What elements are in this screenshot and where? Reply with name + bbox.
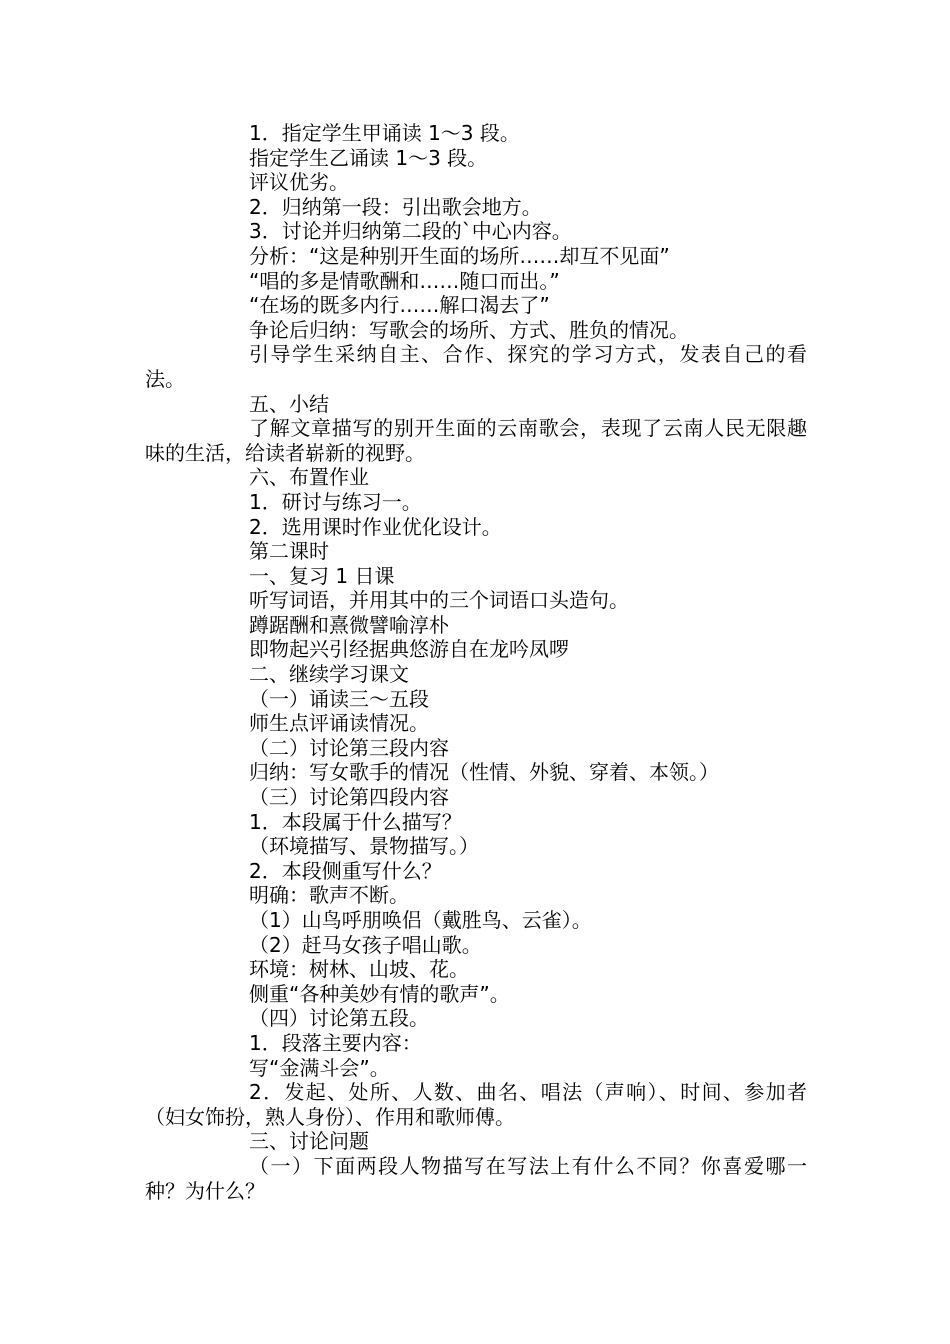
paragraph: 2．本段侧重写什么？ bbox=[249, 858, 442, 883]
section-heading: 五、小结 bbox=[249, 391, 329, 416]
paragraph: （1）山鸟呼朋唤侣（戴胜鸟、云雀）。 bbox=[249, 908, 592, 932]
paragraph: 1．研讨与练习一。 bbox=[249, 489, 422, 514]
paragraph: （一）下面两段人物描写在写法上有什么不同？你喜爱哪一种？为什么？ bbox=[145, 1153, 807, 1203]
paragraph: “唱的多是情歌酬和……随口而出。” bbox=[249, 268, 560, 293]
paragraph: （二）讨论第三段内容 bbox=[249, 735, 449, 760]
document-body bbox=[145, 121, 807, 1203]
paragraph: 1．段落主要内容： bbox=[249, 1030, 422, 1055]
paragraph: 分析：“这是种别开生面的场所……却互不见面” bbox=[249, 243, 670, 268]
paragraph: 2．发起、处所、人数、曲名、唱法（声响）、时间、参加者（妇女饰扮，熟人身份）、作用和歌师傅。 bbox=[145, 1080, 807, 1129]
section-heading: 二、继续学习课文 bbox=[249, 662, 409, 687]
paragraph: 3．讨论并归纳第二段的`中心内容。 bbox=[249, 219, 572, 244]
paragraph: 即物起兴引经据典悠游自在龙吟凤啰 bbox=[249, 637, 569, 662]
paragraph: （2）赶马女孩子唱山歌。 bbox=[249, 932, 482, 957]
paragraph: 侧重“各种美妙有情的歌声”。 bbox=[249, 981, 510, 1006]
paragraph: 1．本段属于什么描写？ bbox=[249, 809, 462, 834]
paragraph: 师生点评诵读情况。 bbox=[249, 711, 429, 736]
paragraph: “在场的既多内行……解口渴去了” bbox=[249, 293, 550, 318]
paragraph: 1．指定学生甲诵读 1～3 段。 bbox=[249, 121, 520, 145]
paragraph: （环境描写、景物描写。） bbox=[249, 834, 479, 859]
paragraph: 评议优劣。 bbox=[249, 170, 349, 195]
paragraph: （三）讨论第四段内容 bbox=[249, 785, 449, 810]
section-heading: 六、布置作业 bbox=[249, 465, 369, 490]
paragraph: 蹲踞酬和熹微譬喻淳朴 bbox=[249, 612, 449, 637]
paragraph: 写“金满斗会”。 bbox=[249, 1055, 390, 1080]
paragraph: 2．选用课时作业优化设计。 bbox=[249, 514, 502, 539]
section-heading: 一、复习 1 日课 bbox=[249, 563, 395, 588]
paragraph: 了解文章描写的别开生面的云南歌会，表现了云南人民无限趣味的生活，给读者崭新的视野。 bbox=[145, 416, 807, 465]
paragraph: 争论后归纳：写歌会的场所、方式、胜负的情况。 bbox=[249, 317, 689, 342]
section-heading: 三、讨论问题 bbox=[249, 1129, 369, 1154]
paragraph: 2．归纳第一段：引出歌会地方。 bbox=[249, 194, 542, 219]
paragraph: （四）讨论第五段。 bbox=[249, 1006, 429, 1031]
paragraph: 环境：树林、山坡、花。 bbox=[249, 957, 469, 982]
paragraph: 明确：歌声不断。 bbox=[249, 883, 409, 908]
section-heading: 第二课时 bbox=[249, 539, 329, 564]
paragraph: 引导学生采纳自主、合作、探究的学习方式，发表自己的看法。 bbox=[145, 342, 807, 391]
paragraph: 归纳：写女歌手的情况（性情、外貌、穿着、本领。） bbox=[249, 760, 719, 785]
paragraph: （一）诵读三～五段 bbox=[249, 686, 429, 711]
paragraph: 指定学生乙诵读 1～3 段。 bbox=[249, 145, 488, 170]
paragraph: 听写词语，并用其中的三个词语口头造句。 bbox=[249, 588, 629, 613]
